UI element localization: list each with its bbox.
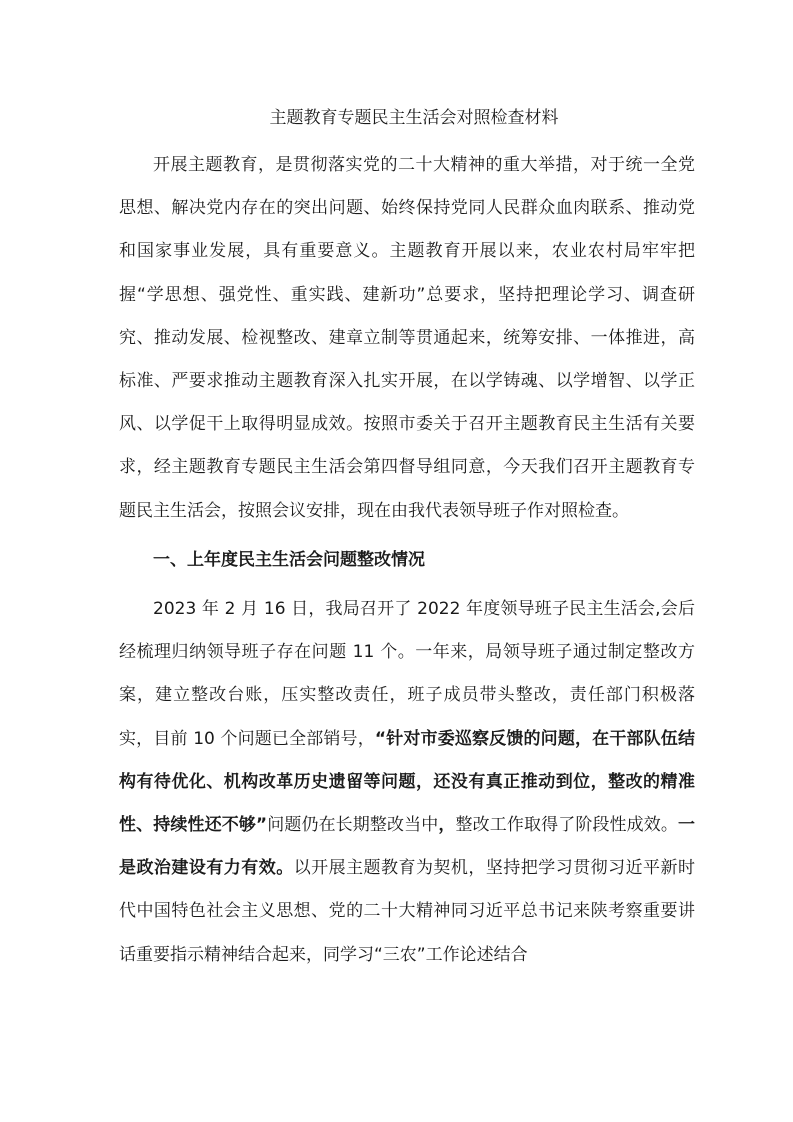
section1-paragraph xyxy=(119,588,695,977)
section1-text-3: 整改工作取得了阶段性成效。 xyxy=(455,815,679,836)
section1-text-5: 贯彻习 xyxy=(573,858,626,879)
document-title: 主题教育专题民主生活会对照检查材料 xyxy=(269,108,559,128)
section1-bold-comma: ， xyxy=(438,815,456,836)
intro-text-part1: 开展主题教育，是贯彻落实党的二十大精神的重大举措，对于统一全党思想、解决党内存在的突出问题、始终保持党同人民群众血肉联系、推动党和国家事业发展，具有重要意义。主题教育开展以来， xyxy=(119,155,695,262)
intro-paragraph xyxy=(119,144,695,533)
section1-text-1: 2023 年 2 月 16 日，我局召开了 2022 年度领导班子民主生活会,会后经梳理归纳领导班子存在问题 11 个。一年来，局领导班子通过制定整改方案，建立整改台账，压实整改责任，班子成员带头整改，责任部门积极落实，目前 10 个问题已全部销号， xyxy=(119,599,695,749)
section1-bold-point-one: 一是政治建设有力有效。 xyxy=(119,815,696,879)
section1-bold-quote: “针对市委巡察反馈的问题，在干部队伍结构有待优化、机构改革历史遗留等问题，还没有真正推动到位，整改的精准性、持续性还不够” xyxy=(119,728,695,836)
section1-text-6: 近平新时代中国特色社会主义思想、党的二十大精神同习近平总书记来陕考察重要讲话重要指示精神结合起来，同学习“三农”工作论述结合 xyxy=(119,858,695,965)
section1-text-2: 问题仍在长期整改当中 xyxy=(267,815,439,836)
intro-text-part2: 农业农村局牢牢把握“学思想、强党性、重实践、建新功”总要求，坚持把理论学习、调查研究、推动发展、检视整改、建章立制等贯通起来，统筹安排、一体推进，高标准、严要求推动主题教育深入扎实开展，在以学铸魂、以学增智、以学正风、以学促干上取得明显成效。 xyxy=(119,241,696,435)
section1-heading: 一、上年度民主生活会问题整改情况 xyxy=(153,549,425,570)
intro-text-part3: 按照市委关于召开主题教育民主生活有关要求，经主题教育专题民主生活会第四督导组同意，今天我们召开主题教育专题民主生活会，按照会议安排，现在由我代表领导班子作对照检查。 xyxy=(119,414,695,521)
section1-text-4: 以开展主题教育为契机，坚持把学习 xyxy=(293,858,574,879)
